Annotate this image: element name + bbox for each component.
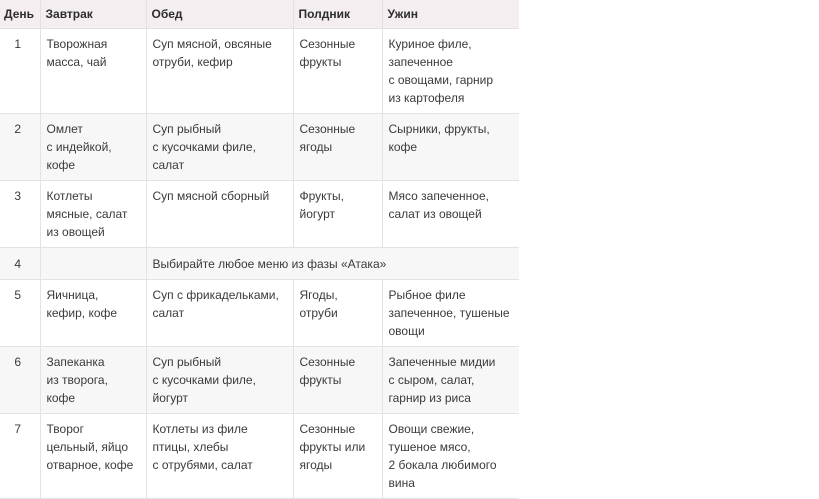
lunch-cell: Суп рыбный с кусочками филе, йогурт bbox=[146, 347, 293, 414]
header-snack: Полдник bbox=[293, 0, 382, 29]
snack-cell: Сезонные ягоды bbox=[293, 114, 382, 181]
dinner-cell: Рыбное филе запеченное, тушеные овощи bbox=[382, 280, 519, 347]
day-cell: 3 bbox=[0, 181, 40, 248]
day-cell: 6 bbox=[0, 347, 40, 414]
table-row bbox=[0, 347, 519, 414]
breakfast-cell: Омлет с индейкой, кофе bbox=[40, 114, 146, 181]
table-header-row bbox=[0, 0, 519, 29]
snack-cell: Сезонные фрукты bbox=[293, 29, 382, 114]
table-row bbox=[0, 248, 519, 280]
lunch-cell: Суп мясной, овсяные отруби, кефир bbox=[146, 29, 293, 114]
breakfast-cell: Творожная масса, чай bbox=[40, 29, 146, 114]
table-row bbox=[0, 29, 519, 114]
breakfast-cell: Творог цельный, яйцо отварное, кофе bbox=[40, 414, 146, 499]
day-cell: 4 bbox=[0, 248, 40, 280]
lunch-cell: Котлеты из филе птицы, хлебы с отрубями, салат bbox=[146, 414, 293, 499]
table-row bbox=[0, 114, 519, 181]
dinner-cell: Мясо запеченное, салат из овощей bbox=[382, 181, 519, 248]
snack-cell: Сезонные фрукты или ягоды bbox=[293, 414, 382, 499]
table-row bbox=[0, 181, 519, 248]
dinner-cell: Сырники, фрукты, кофе bbox=[382, 114, 519, 181]
header-dinner: Ужин bbox=[382, 0, 519, 29]
snack-cell: Сезонные фрукты bbox=[293, 347, 382, 414]
day-cell: 5 bbox=[0, 280, 40, 347]
day-cell: 2 bbox=[0, 114, 40, 181]
day-cell: 1 bbox=[0, 29, 40, 114]
attack-phase-note: Выбирайте любое меню из фазы «Атака» bbox=[146, 248, 519, 280]
lunch-cell: Суп мясной сборный bbox=[146, 181, 293, 248]
table-row bbox=[0, 414, 519, 499]
lunch-cell: Суп рыбный с кусочками филе, салат bbox=[146, 114, 293, 181]
header-breakfast: Завтрак bbox=[40, 0, 146, 29]
snack-cell: Фрукты, йогурт bbox=[293, 181, 382, 248]
table-row bbox=[0, 280, 519, 347]
breakfast-cell: Запеканка из творога, кофе bbox=[40, 347, 146, 414]
header-lunch: Обед bbox=[146, 0, 293, 29]
lunch-cell: Суп с фрикадельками, салат bbox=[146, 280, 293, 347]
snack-cell: Ягоды, отруби bbox=[293, 280, 382, 347]
dinner-cell: Куриное филе, запеченное с овощами, гарнир из картофеля bbox=[382, 29, 519, 114]
breakfast-cell: Яичница, кефир, кофе bbox=[40, 280, 146, 347]
breakfast-cell: Котлеты мясные, салат из овощей bbox=[40, 181, 146, 248]
dinner-cell: Запеченные мидии с сыром, салат, гарнир из риса bbox=[382, 347, 519, 414]
dinner-cell: Овощи свежие, тушеное мясо, 2 бокала любимого вина bbox=[382, 414, 519, 499]
empty-cell bbox=[40, 248, 146, 280]
header-day: День bbox=[0, 0, 40, 29]
day-cell: 7 bbox=[0, 414, 40, 499]
